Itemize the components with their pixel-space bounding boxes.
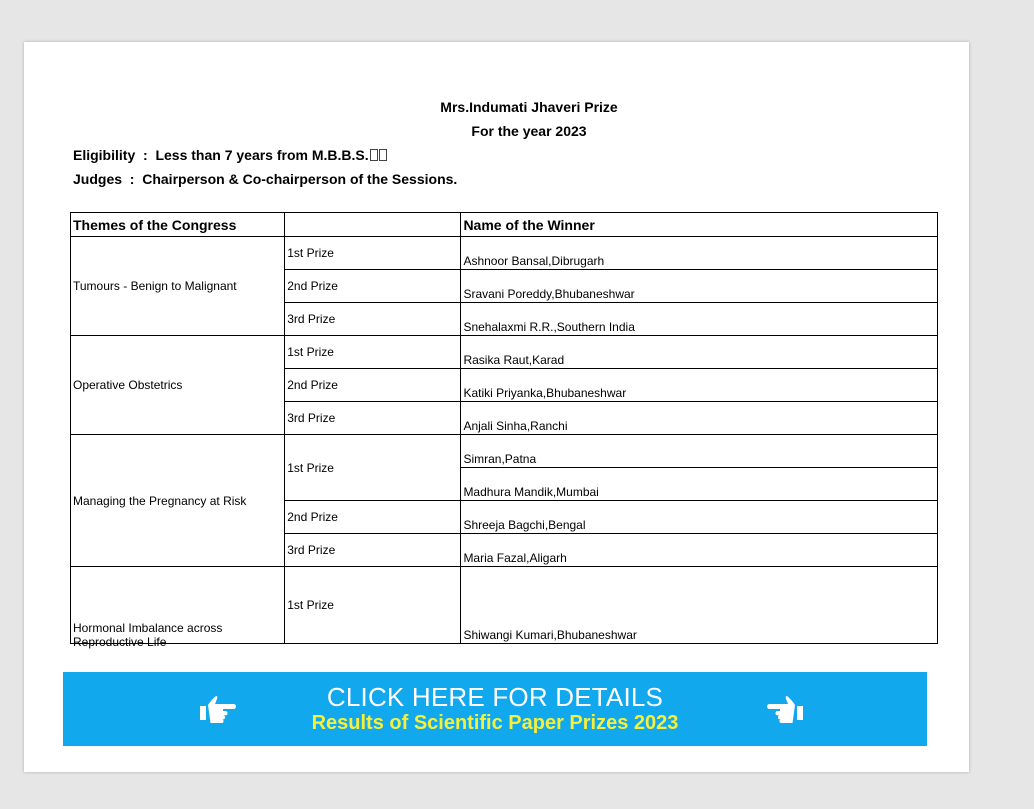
document-card [24, 42, 969, 772]
prize-cell: 3rd Prize [285, 402, 461, 435]
banner-title: CLICK HERE FOR DETAILS [326, 682, 664, 712]
prize-cell: 1st Prize [285, 237, 461, 270]
header-blank [285, 213, 461, 237]
details-banner-button[interactable] [63, 672, 927, 746]
winners-table [70, 212, 938, 649]
winner-cell: Maria Fazal,Aligarh [461, 534, 938, 567]
banner-subtitle: Results of Scientific Paper Prizes 2023 [311, 712, 679, 734]
prize-cell: 2nd Prize [285, 270, 461, 303]
glyph-box-icon [379, 149, 387, 161]
theme-cell: Managing the Pregnancy at Risk [71, 435, 285, 567]
winner-cell: Shreeja Bagchi,Bengal [461, 501, 938, 534]
winner-cell: Anjali Sinha,Ranchi [461, 402, 938, 435]
glyph-box-icon [370, 149, 378, 161]
winner-cell: Madhura Mandik,Mumbai [461, 468, 938, 501]
prize-cell: 3rd Prize [285, 303, 461, 336]
winner-cell: Snehalaxmi R.R.,Southern India [461, 303, 938, 336]
winner-cell: Katiki Priyanka,Bhubaneshwar [461, 369, 938, 402]
table-header-row [71, 213, 938, 237]
prize-cell: 2nd Prize [285, 501, 461, 534]
judges-line: Judges : Chairperson & Co-chairperson of the Sessions. [73, 171, 458, 187]
table-row [71, 336, 938, 369]
theme-cell: Operative Obstetrics [71, 336, 285, 435]
winners-table-viewport[interactable] [70, 212, 938, 649]
prize-cell: 1st Prize [285, 567, 461, 644]
winner-cell: Sravani Poreddy,Bhubaneshwar [461, 270, 938, 303]
prize-year: For the year 2023 [471, 123, 587, 139]
prize-cell: 3rd Prize [285, 534, 461, 567]
theme-cell: Hormonal Imbalance across Reproductive Life [71, 567, 285, 644]
prize-cell: 2nd Prize [285, 369, 461, 402]
header-themes: Themes of the Congress [71, 213, 285, 237]
header-winner: Name of the Winner [461, 213, 938, 237]
winner-cell: Shiwangi Kumari,Bhubaneshwar [461, 567, 938, 644]
theme-cell: Tumours - Benign to Malignant [71, 237, 285, 336]
prize-cell: 1st Prize [285, 336, 461, 369]
table-row [71, 435, 938, 468]
table-row [71, 567, 938, 644]
eligibility-text: Eligibility : Less than 7 years from M.B.B.S. [73, 147, 369, 163]
prize-title: Mrs.Indumati Jhaveri Prize [440, 99, 618, 115]
pointing-left-hand-icon [765, 694, 805, 724]
winner-cell: Ashnoor Bansal,Dibrugarh [461, 237, 938, 270]
winner-cell: Rasika Raut,Karad [461, 336, 938, 369]
winner-cell: Simran,Patna [461, 435, 938, 468]
eligibility-line [73, 147, 387, 163]
table-row [71, 237, 938, 270]
prize-cell: 1st Prize [285, 435, 461, 501]
